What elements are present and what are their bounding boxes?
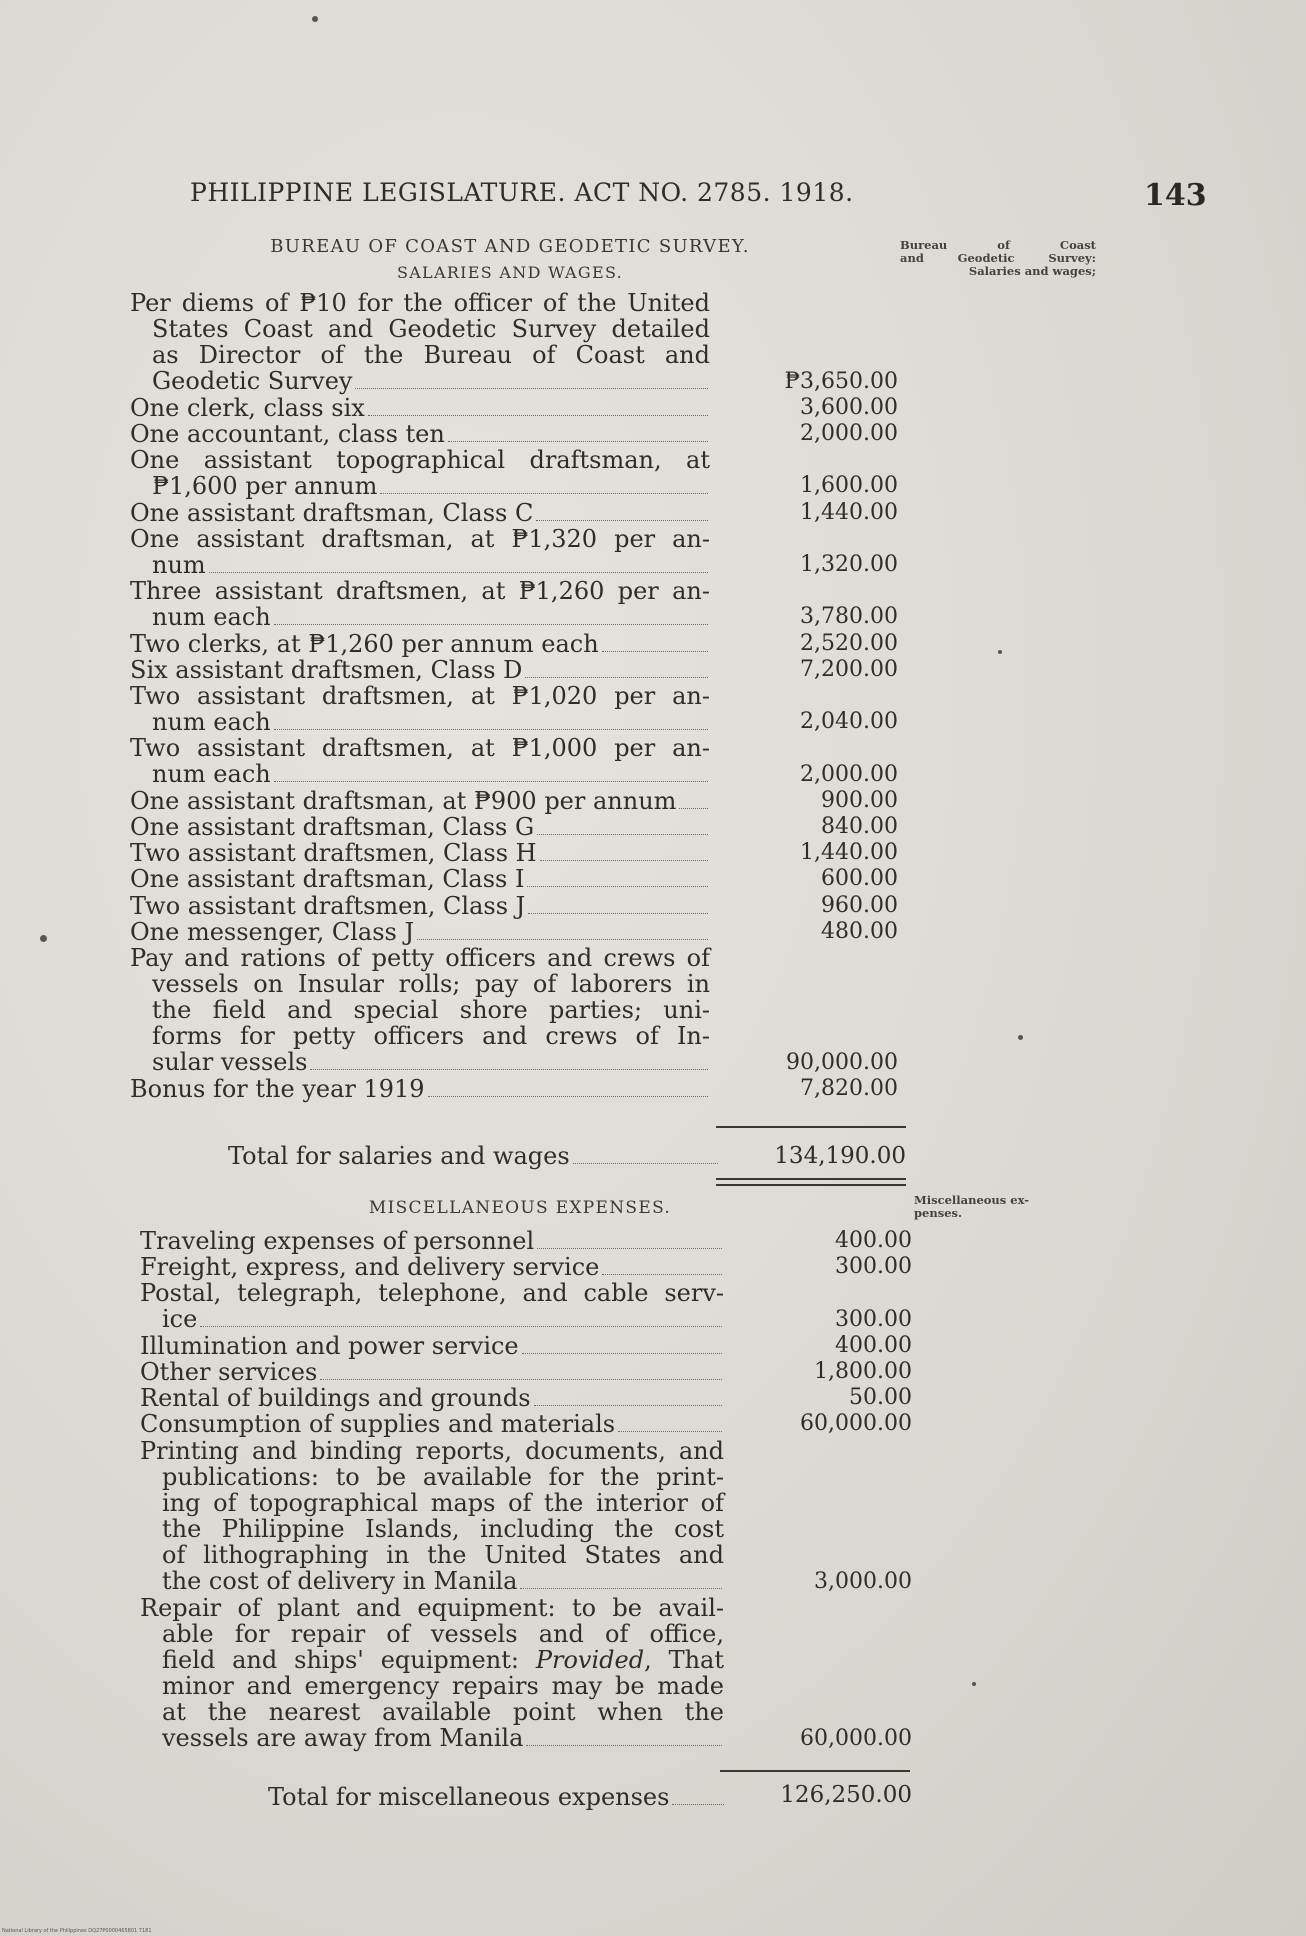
misc-item bbox=[140, 1333, 724, 1360]
salary-item bbox=[130, 840, 710, 867]
leader-dots bbox=[522, 1353, 722, 1354]
misc-amount: 1,800.00 bbox=[814, 1359, 912, 1384]
line-text: vessels on Insular rolls; pay of laborers in bbox=[152, 970, 710, 998]
line-text: vessels are away from Manila bbox=[162, 1723, 524, 1752]
salary-amount: 2,520.00 bbox=[800, 630, 898, 656]
line-text: publications: to be available for the print- bbox=[162, 1462, 724, 1491]
misc-amount: 300.00 bbox=[835, 1254, 912, 1280]
paper-speck bbox=[998, 650, 1002, 654]
salary-amount: 1,600.00 bbox=[800, 473, 898, 499]
section-title-misc: MISCELLANEOUS EXPENSES. bbox=[368, 1198, 672, 1218]
line-text: Illumination and power service bbox=[140, 1331, 519, 1360]
salary-amount: 3,600.00 bbox=[800, 394, 898, 420]
salary-amount: 600.00 bbox=[821, 866, 898, 892]
line-text: One assistant draftsman, at ₱900 per annum bbox=[130, 786, 677, 815]
misc-item bbox=[140, 1438, 724, 1595]
line-text: Two assistant draftsmen, at ₱1,020 per an- bbox=[130, 682, 710, 710]
leader-dots bbox=[274, 729, 708, 730]
salary-item bbox=[130, 421, 710, 448]
margin-note-bureau bbox=[900, 239, 1096, 278]
misc-amount: 400.00 bbox=[835, 1228, 912, 1253]
total-salaries-label: Total for salaries and wages bbox=[228, 1142, 570, 1170]
margin-note-line: Miscellaneous ex- bbox=[914, 1193, 1030, 1207]
leader-dots bbox=[527, 886, 708, 887]
salary-amount: 900.00 bbox=[821, 787, 898, 813]
misc-amount: 400.00 bbox=[835, 1332, 912, 1358]
paper-speck bbox=[972, 1682, 976, 1686]
line-text: num each bbox=[152, 708, 271, 736]
double-rule-bottom bbox=[716, 1184, 906, 1186]
salary-amount: ₱3,650.00 bbox=[784, 368, 898, 394]
line-text: the cost of delivery in Manila bbox=[162, 1566, 518, 1595]
line-text: the field and special shore parties; uni- bbox=[152, 996, 710, 1024]
line-text: minor and emergency repairs may be made bbox=[162, 1671, 724, 1700]
leader-dots bbox=[200, 1326, 722, 1327]
salary-amount: 3,780.00 bbox=[800, 604, 898, 630]
leader-dots bbox=[537, 834, 708, 835]
salary-item bbox=[130, 631, 710, 658]
line-text: field and ships' equipment: Provided, That bbox=[162, 1645, 724, 1674]
misc-amount: 60,000.00 bbox=[800, 1725, 912, 1751]
leader-dots bbox=[274, 624, 708, 625]
line-text: Two assistant draftsmen, at ₱1,000 per an- bbox=[130, 734, 710, 763]
salary-item bbox=[130, 683, 710, 736]
margin-note-line: penses. bbox=[914, 1206, 962, 1220]
salary-amount: 2,000.00 bbox=[800, 761, 898, 787]
salary-amount: 960.00 bbox=[821, 892, 898, 918]
salary-amount: 840.00 bbox=[821, 814, 898, 839]
misc-amount: 3,000.00 bbox=[814, 1568, 912, 1594]
total-salaries-row bbox=[228, 1143, 720, 1170]
salary-item bbox=[130, 735, 710, 788]
leader-dots bbox=[320, 1379, 722, 1380]
leader-dots bbox=[380, 493, 708, 494]
leader-dots bbox=[448, 441, 708, 442]
leader-dots bbox=[428, 1096, 708, 1097]
salary-amount: 7,200.00 bbox=[800, 656, 898, 682]
salary-item bbox=[130, 657, 710, 684]
paper-speck bbox=[40, 935, 47, 942]
line-text: sular vessels bbox=[152, 1048, 308, 1076]
line-text: Two assistant draftsmen, Class J bbox=[130, 891, 526, 920]
misc-subtotal-rule bbox=[720, 1770, 910, 1772]
leader-dots bbox=[534, 1405, 722, 1406]
line-text: Consumption of supplies and materials bbox=[140, 1410, 616, 1439]
leader-dots bbox=[679, 808, 708, 809]
salary-item bbox=[130, 578, 710, 631]
salary-item bbox=[130, 788, 710, 815]
misc-amount: 60,000.00 bbox=[800, 1411, 912, 1437]
line-text: Two assistant draftsmen, Class H bbox=[130, 839, 537, 868]
line-text: ₱1,600 per annum bbox=[152, 472, 378, 501]
salary-amount: 1,440.00 bbox=[800, 840, 898, 866]
line-text: at the nearest available point when the bbox=[162, 1697, 724, 1726]
line-text: Two clerks, at ₱1,260 per annum each bbox=[130, 629, 599, 658]
leader-dots bbox=[520, 1588, 722, 1589]
line-text: One messenger, Class J bbox=[130, 917, 415, 946]
misc-item bbox=[140, 1411, 724, 1438]
line-text: Pay and rations of petty officers and crews of bbox=[130, 944, 710, 972]
salary-item bbox=[130, 893, 710, 920]
line-text: One accountant, class ten bbox=[130, 420, 445, 448]
leader-dots bbox=[355, 388, 708, 389]
misc-item bbox=[140, 1385, 724, 1412]
line-text: Other services bbox=[140, 1358, 318, 1386]
running-header: PHILIPPINE LEGISLATURE. ACT NO. 2785. 1918. bbox=[190, 178, 854, 207]
line-text: num each bbox=[152, 603, 271, 632]
line-text: One assistant draftsman, Class G bbox=[130, 813, 535, 841]
salary-item bbox=[130, 395, 710, 422]
line-text: Geodetic Survey bbox=[152, 367, 353, 395]
salary-amount: 480.00 bbox=[821, 918, 898, 944]
salary-item bbox=[130, 945, 710, 1076]
double-rule-top bbox=[716, 1178, 906, 1180]
misc-item bbox=[140, 1595, 724, 1752]
line-text: Printing and binding reports, documents, and bbox=[140, 1436, 724, 1465]
line-text: ice bbox=[162, 1305, 198, 1334]
salary-item bbox=[130, 919, 710, 946]
line-text: able for repair of vessels and of office, bbox=[162, 1619, 724, 1648]
paper-speck bbox=[312, 16, 318, 22]
margin-note-misc bbox=[914, 1194, 1094, 1220]
total-misc-label: Total for miscellaneous expenses bbox=[268, 1783, 670, 1811]
line-text: One assistant topographical draftsman, at bbox=[130, 446, 710, 475]
line-text: of lithographing in the United States and bbox=[162, 1540, 724, 1569]
line-text: as Director of the Bureau of Coast and bbox=[152, 341, 710, 369]
salary-item bbox=[130, 526, 710, 579]
line-text: ing of topographical maps of the interior of bbox=[162, 1488, 724, 1517]
leader-dots bbox=[417, 939, 708, 940]
salary-item bbox=[130, 290, 710, 395]
total-misc-amount: 126,250.00 bbox=[780, 1782, 912, 1808]
line-text: Per diems of ₱10 for the officer of the United bbox=[130, 289, 710, 317]
subtotal-rule bbox=[716, 1126, 906, 1128]
misc-item bbox=[140, 1254, 724, 1281]
line-text: Rental of buildings and grounds bbox=[140, 1384, 531, 1413]
line-text: States Coast and Geodetic Survey detailed bbox=[152, 315, 710, 343]
salary-amount: 2,040.00 bbox=[800, 709, 898, 735]
leader-dots bbox=[602, 1274, 722, 1275]
leader-dots bbox=[209, 572, 708, 573]
salary-amount: 7,820.00 bbox=[800, 1076, 898, 1101]
margin-note-line: and Geodetic Survey: bbox=[900, 251, 1096, 265]
salary-item bbox=[130, 866, 710, 893]
leader-dots bbox=[525, 677, 708, 678]
line-text: One assistant draftsman, Class I bbox=[130, 865, 525, 894]
line-text: the Philippine Islands, including the cost bbox=[162, 1514, 724, 1543]
salary-item bbox=[130, 447, 710, 500]
misc-item bbox=[140, 1359, 724, 1386]
leader-dots bbox=[602, 651, 708, 652]
salary-amount: 2,000.00 bbox=[800, 421, 898, 446]
salary-amount: 1,320.00 bbox=[800, 552, 898, 577]
leader-dots bbox=[536, 520, 708, 521]
salary-item bbox=[130, 1076, 710, 1103]
line-text: Freight, express, and delivery service bbox=[140, 1253, 600, 1282]
leader-dots bbox=[310, 1069, 708, 1070]
misc-item bbox=[140, 1280, 724, 1333]
line-text: One assistant draftsman, at ₱1,320 per an- bbox=[130, 524, 710, 553]
leader-dots bbox=[540, 860, 708, 861]
line-text: Three assistant draftsmen, at ₱1,260 per an- bbox=[130, 577, 710, 606]
line-text: Traveling expenses of personnel bbox=[140, 1227, 535, 1255]
line-text: One clerk, class six bbox=[130, 393, 365, 422]
line-text: Repair of plant and equipment: to be avail- bbox=[140, 1593, 724, 1622]
total-salaries-amount: 134,190.00 bbox=[774, 1143, 906, 1169]
line-text: Postal, telegraph, telephone, and cable serv- bbox=[140, 1279, 724, 1308]
salary-item bbox=[130, 500, 710, 527]
misc-item bbox=[140, 1228, 724, 1255]
section-title-bureau: BUREAU OF COAST AND GEODETIC SURVEY. bbox=[270, 236, 750, 257]
line-text: num each bbox=[152, 760, 271, 789]
line-text: Six assistant draftsmen, Class D bbox=[130, 655, 523, 684]
leader-dots bbox=[526, 1745, 722, 1746]
leader-dots bbox=[528, 913, 708, 914]
line-text: One assistant draftsman, Class C bbox=[130, 498, 534, 527]
leader-dots bbox=[368, 415, 708, 416]
leader-dots bbox=[274, 781, 708, 782]
line-text: num bbox=[152, 550, 206, 579]
salary-item bbox=[130, 814, 710, 841]
misc-amount: 300.00 bbox=[835, 1306, 912, 1332]
line-text: forms for petty officers and crews of In- bbox=[152, 1022, 710, 1050]
section-subtitle-salaries: SALARIES AND WAGES. bbox=[396, 263, 624, 282]
paper-speck bbox=[1018, 1035, 1023, 1040]
line-text: Bonus for the year 1919 bbox=[130, 1075, 425, 1103]
footer-credit: National Library of the Philippines DQ27P0000465801 7181 bbox=[2, 1928, 152, 1934]
leader-dots bbox=[537, 1248, 722, 1249]
salary-amount: 90,000.00 bbox=[786, 1049, 898, 1075]
salary-amount: 1,440.00 bbox=[800, 499, 898, 525]
total-misc-row bbox=[268, 1784, 726, 1811]
page-number: 143 bbox=[1144, 178, 1207, 213]
margin-note-line: Bureau of Coast bbox=[900, 238, 1096, 252]
misc-amount: 50.00 bbox=[849, 1385, 912, 1411]
leader-dots bbox=[618, 1431, 722, 1432]
margin-note-line: Salaries and wages; bbox=[968, 264, 1096, 278]
